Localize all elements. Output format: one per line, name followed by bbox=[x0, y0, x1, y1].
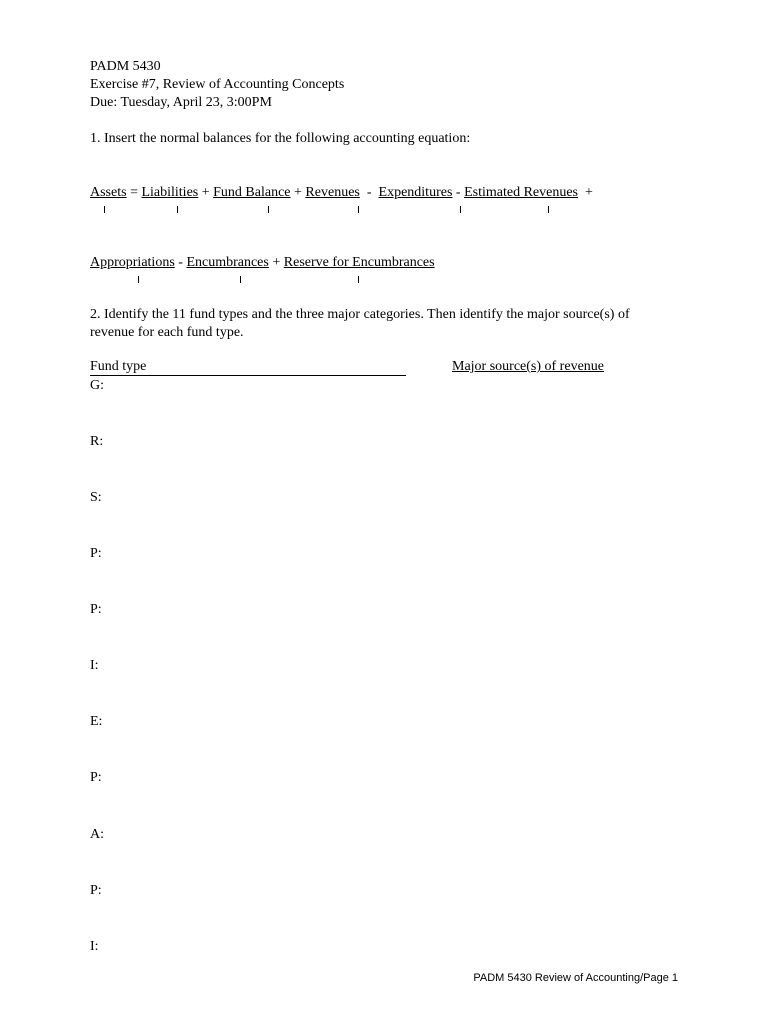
term-estimated-revenues: Estimated Revenues bbox=[464, 185, 578, 200]
op-minus-3: - bbox=[174, 255, 187, 270]
equation-line-1 bbox=[90, 184, 593, 202]
tick-liabilities bbox=[177, 206, 178, 213]
question-2-prompt-line-1: 2. Identify the 11 fund types and the three major categories. Then identify the major source(s) of bbox=[90, 307, 630, 322]
column-header-revenue: Major source(s) of revenue bbox=[452, 359, 604, 374]
due-date: Due: Tuesday, April 23, 3:00PM bbox=[90, 95, 272, 110]
term-appropriations: Appropriations bbox=[90, 255, 175, 270]
page-footer: PADM 5430 Review of Accounting/Page 1 bbox=[473, 972, 678, 984]
fund-row-4: P: bbox=[90, 546, 102, 561]
term-revenues: Revenues bbox=[305, 185, 360, 200]
equation-line-2 bbox=[90, 254, 435, 272]
op-equals: = bbox=[126, 185, 142, 200]
op-plus-1: + bbox=[198, 185, 214, 200]
term-expenditures: Expenditures bbox=[378, 185, 453, 200]
term-fund-balance: Fund Balance bbox=[213, 185, 291, 200]
term-assets: Assets bbox=[90, 185, 127, 200]
tick-expenditures bbox=[460, 206, 461, 213]
fund-row-10: P: bbox=[90, 883, 102, 898]
tick-revenues bbox=[358, 206, 359, 213]
exercise-title: Exercise #7, Review of Accounting Concepts bbox=[90, 77, 345, 92]
op-plus-3: + bbox=[578, 185, 593, 200]
term-reserve-for-encumbrances: Reserve for Encumbrances bbox=[283, 255, 435, 270]
fund-row-1: G: bbox=[90, 378, 104, 393]
fund-row-11: I: bbox=[90, 939, 99, 954]
fund-row-3: S: bbox=[90, 490, 102, 505]
fund-row-9: A: bbox=[90, 827, 104, 842]
tick-fund-balance bbox=[268, 206, 269, 213]
column-header-fund-type: Fund type bbox=[90, 358, 406, 376]
tick-reserve bbox=[358, 276, 359, 283]
question-1-prompt: 1. Insert the normal balances for the following accounting equation: bbox=[90, 131, 471, 146]
fund-row-5: P: bbox=[90, 602, 102, 617]
op-minus-2: - bbox=[452, 185, 465, 200]
fund-row-8: P: bbox=[90, 770, 102, 785]
term-encumbrances: Encumbrances bbox=[186, 255, 269, 270]
term-liabilities: Liabilities bbox=[141, 185, 199, 200]
tick-estimated-revenues bbox=[548, 206, 549, 213]
op-minus-1: - bbox=[359, 185, 379, 200]
tick-encumbrances bbox=[240, 276, 241, 283]
fund-row-7: E: bbox=[90, 714, 103, 729]
tick-assets bbox=[104, 206, 105, 213]
fund-row-2: R: bbox=[90, 434, 104, 449]
tick-appropriations bbox=[138, 276, 139, 283]
course-code: PADM 5430 bbox=[90, 59, 161, 74]
question-2-prompt-line-2: revenue for each fund type. bbox=[90, 325, 244, 340]
op-plus-4: + bbox=[268, 255, 284, 270]
op-plus-2: + bbox=[290, 185, 306, 200]
fund-row-6: I: bbox=[90, 658, 99, 673]
